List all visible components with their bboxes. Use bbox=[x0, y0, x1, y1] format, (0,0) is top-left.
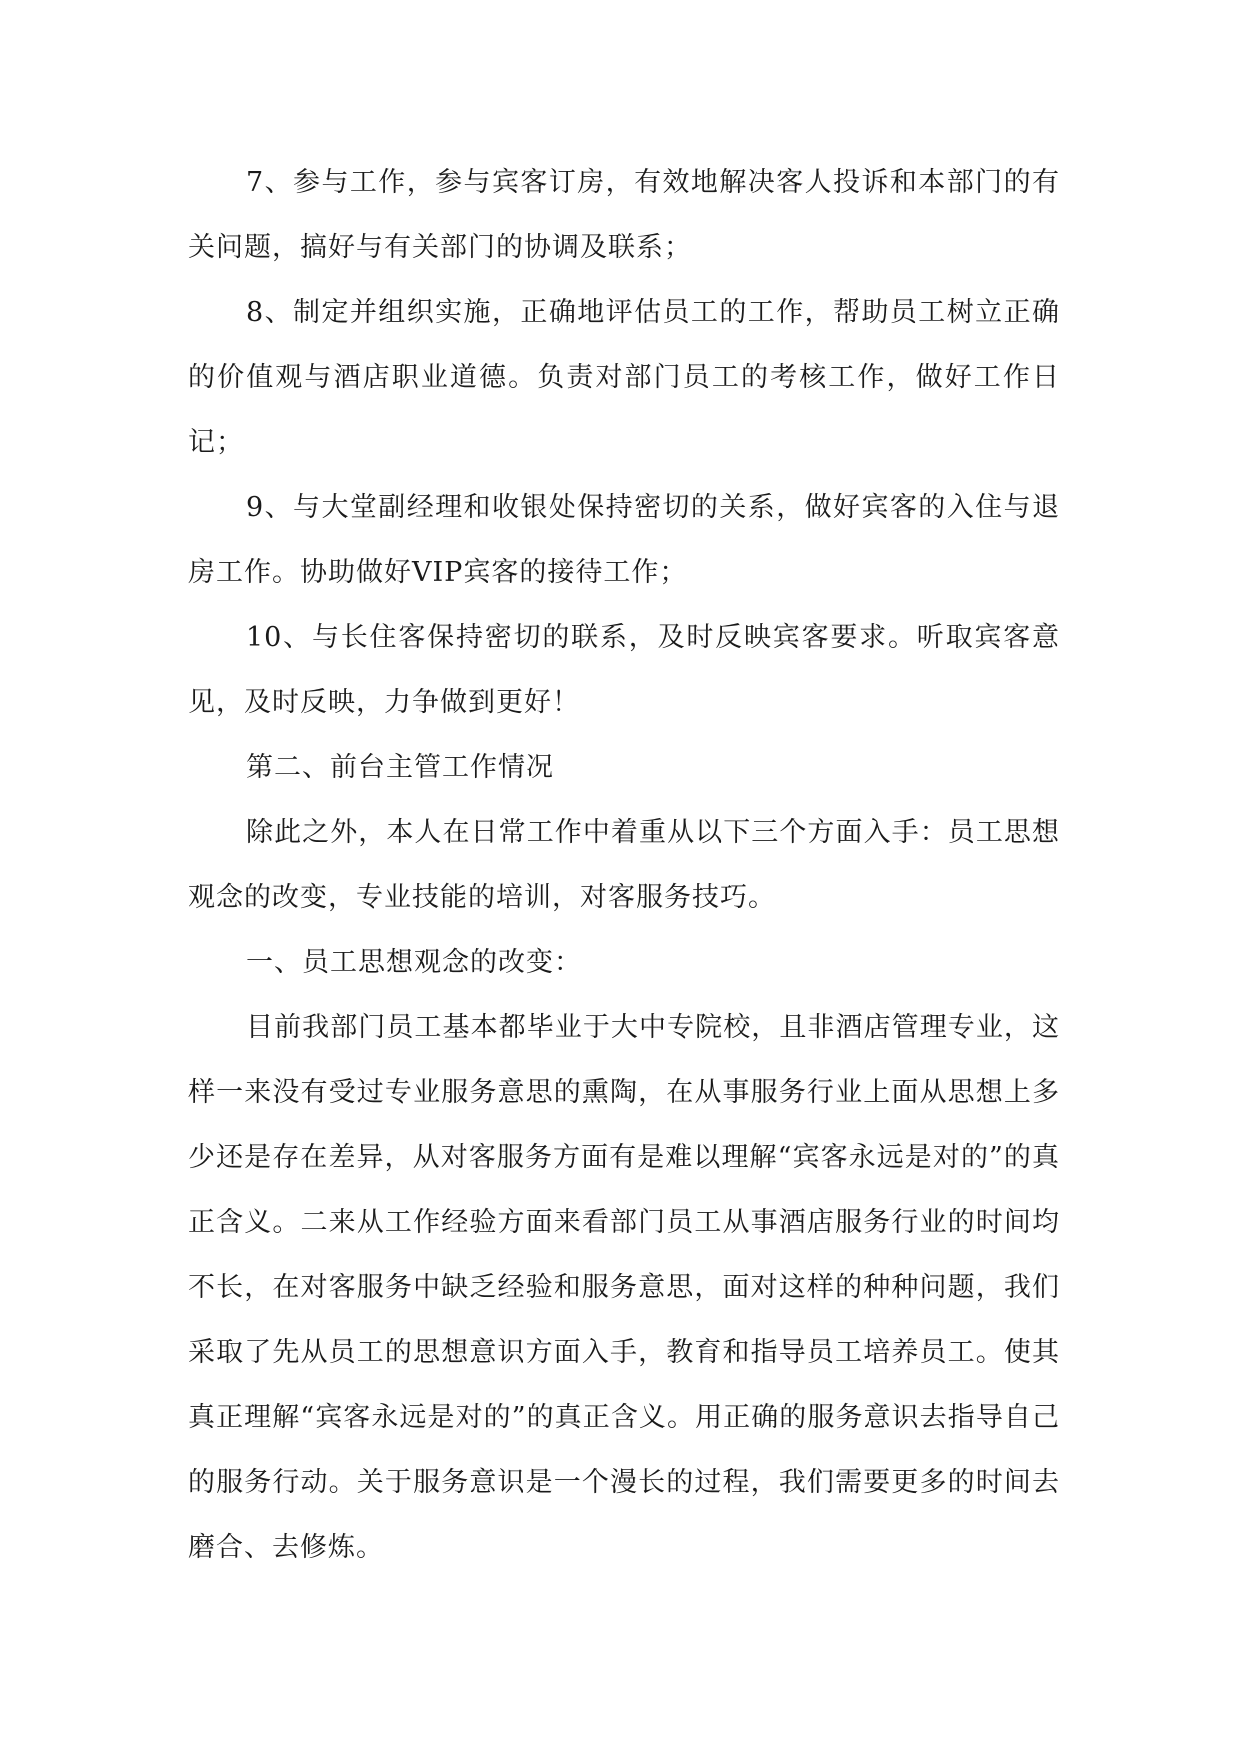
paragraph-item-10: 10、与长住客保持密切的联系，及时反映宾客要求。听取宾客意见，及时反映，力争做到更好！ bbox=[188, 622, 1060, 718]
document-body bbox=[188, 150, 1060, 1580]
paragraph-item-9: 9、与大堂副经理和收银处保持密切的关系，做好宾客的入住与退房工作。协助做好VIP宾客的接待工作； bbox=[188, 492, 1060, 588]
subheading-employee-mindset: 一、员工思想观念的改变： bbox=[246, 947, 582, 978]
paragraph-overview: 除此之外，本人在日常工作中着重从以下三个方面入手：员工思想观念的改变，专业技能的培训，对客服务技巧。 bbox=[188, 817, 1060, 913]
paragraph-item-7: 7、参与工作，参与宾客订房，有效地解决客人投诉和本部门的有关问题，搞好与有关部门的协调及联系； bbox=[188, 167, 1060, 263]
paragraph-employee-mindset-details: 目前我部门员工基本都毕业于大中专院校，且非酒店管理专业，这样一来没有受过专业服务意思的熏陶，在从事服务行业上面从思想上多少还是存在差异，从对客服务方面有是难以理解“宾客永远是对的”的真正含义。二来从工作经验方面来看部门员工从事酒店服务行业的时间均不长，在对客服务中缺乏经验和服务意思，面对这样的种种问题，我们采取了先从员工的思想意识方面入手，教育和指导员工培养员工。使其真正理解“宾客永远是对的”的真正含义。用正确的服务意识去指导自己的服务行动。关于服务意识是一个漫长的过程，我们需要更多的时间去磨合、去修炼。 bbox=[188, 1012, 1060, 1563]
paragraph-item-8: 8、制定并组织实施，正确地评估员工的工作，帮助员工树立正确的价值观与酒店职业道德。负责对部门员工的考核工作，做好工作日记； bbox=[188, 297, 1060, 458]
section-heading-front-desk-supervisor: 第二、前台主管工作情况 bbox=[246, 752, 554, 783]
